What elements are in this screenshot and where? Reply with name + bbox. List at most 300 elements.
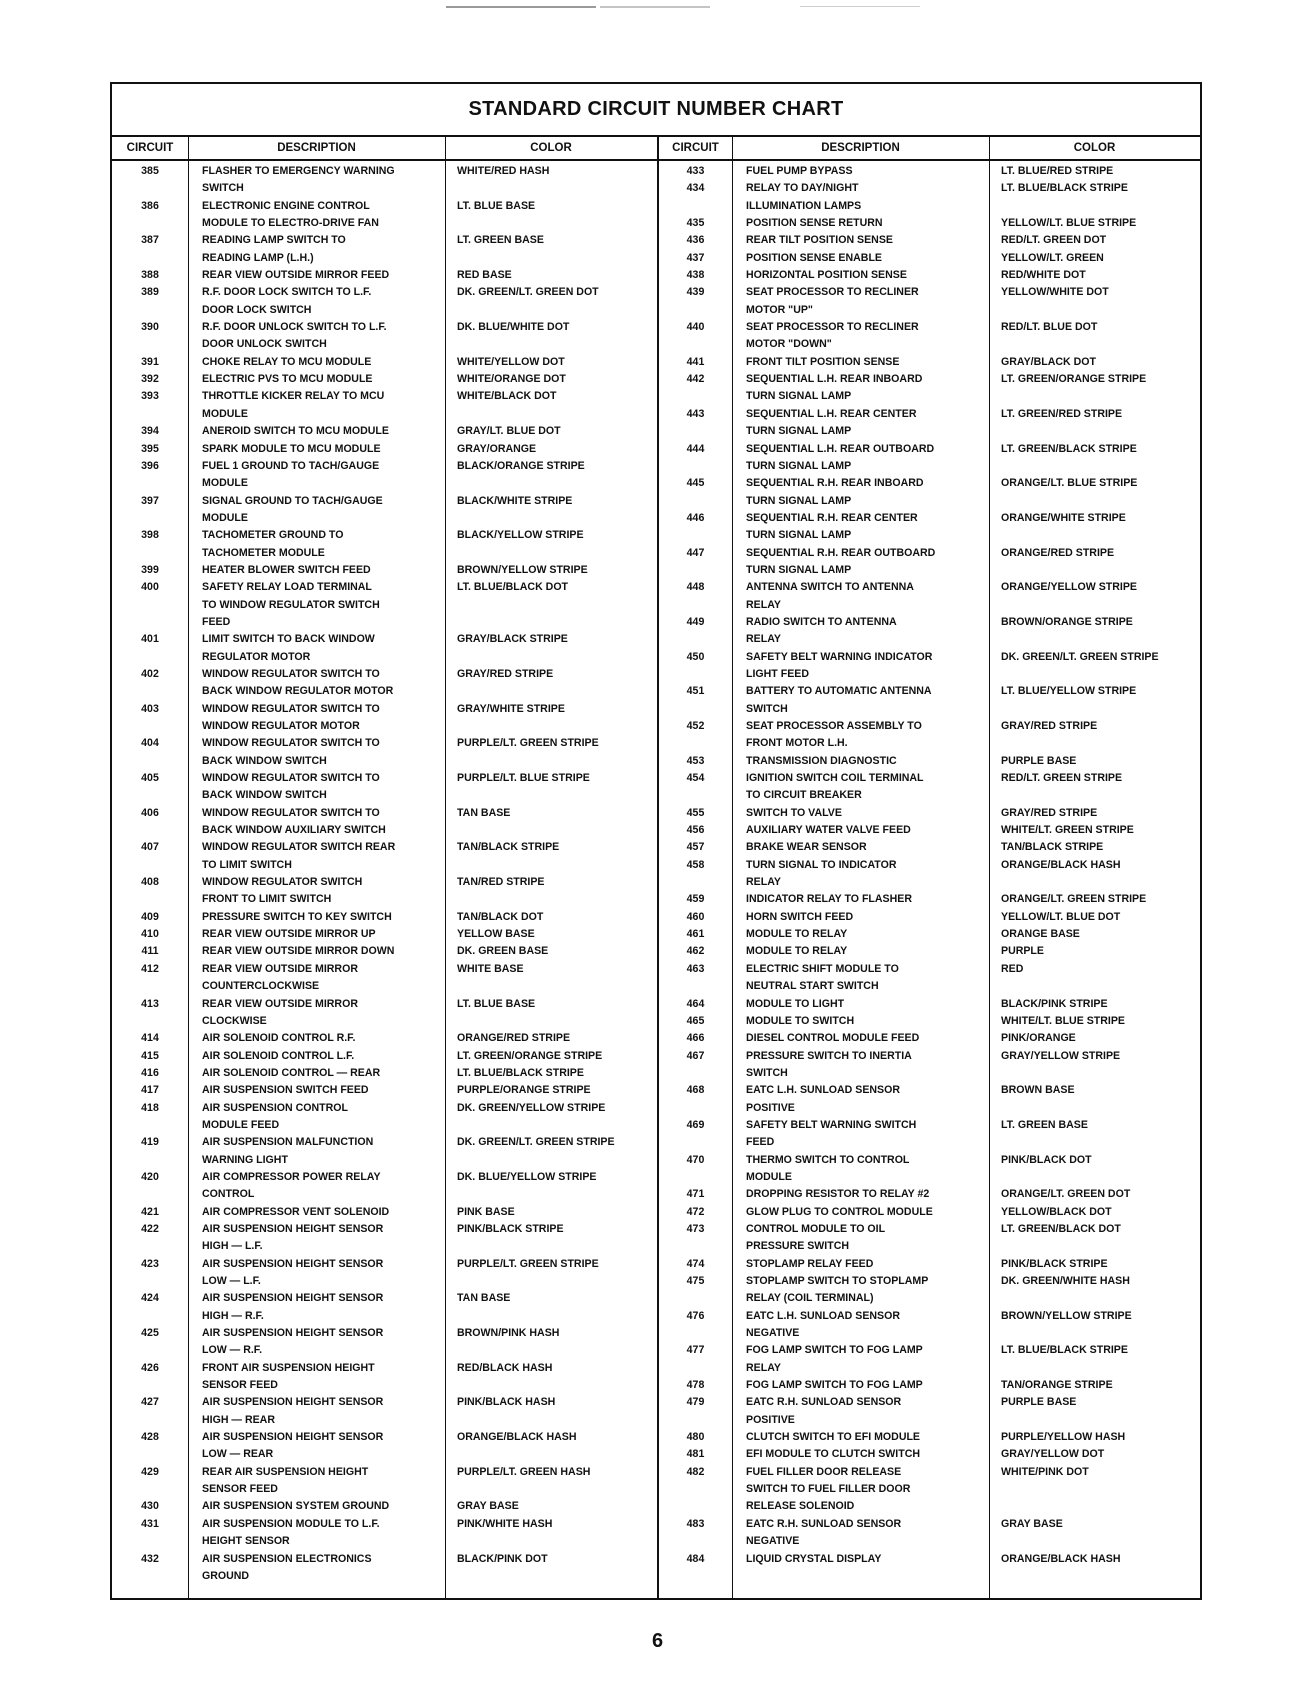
scan-artifact — [600, 6, 710, 8]
table-row — [659, 232, 1200, 249]
wire-color: RED/BLACK HASH — [457, 1361, 553, 1374]
circuit-description: WINDOW REGULATOR SWITCH TO BACK WINDOW AUXILIARY SWITCH — [202, 806, 386, 837]
wire-color: PINK/BLACK DOT — [1001, 1153, 1092, 1166]
header-description: DESCRIPTION — [821, 142, 900, 154]
wire-color: DK. GREEN/WHITE HASH — [1001, 1275, 1130, 1287]
circuit-description: BATTERY TO AUTOMATIC ANTENNA SWITCH — [746, 685, 932, 715]
wire-color: PURPLE/LT. BLUE STRIPE — [457, 772, 590, 785]
table-row — [112, 805, 657, 840]
table-row — [659, 319, 1200, 354]
circuit-description: HORIZONTAL POSITION SENSE — [746, 269, 907, 282]
table-row — [112, 1429, 657, 1464]
circuit-description: SEQUENTIAL L.H. REAR OUTBOARD TURN SIGNAL LAMP — [746, 442, 935, 472]
left-rows — [112, 161, 657, 1585]
table-row — [659, 1377, 1200, 1394]
column-divider — [989, 137, 990, 1598]
table-row — [112, 1100, 657, 1135]
wire-color: RED/WHITE DOT — [1001, 269, 1086, 282]
circuit-description: AIR SUSPENSION HEIGHT SENSOR HIGH — REAR — [202, 1396, 384, 1426]
circuit-description: REAR VIEW OUTSIDE MIRROR UP — [202, 928, 376, 941]
circuit-description: FOG LAMP SWITCH TO FOG LAMP RELAY — [746, 1344, 923, 1374]
wire-color: DK. BLUE/WHITE DOT — [457, 321, 570, 334]
wire-color: ORANGE/BLACK HASH — [1001, 1552, 1121, 1565]
circuit-number: 390 — [141, 321, 159, 334]
circuit-description: ANEROID SWITCH TO MCU MODULE — [202, 425, 389, 438]
circuit-description: AIR SUSPENSION HEIGHT SENSOR LOW — R.F. — [202, 1327, 384, 1357]
circuit-number: 459 — [686, 893, 705, 906]
circuit-description: INDICATOR RELAY TO FLASHER — [746, 893, 912, 906]
circuit-description: BRAKE WEAR SENSOR — [746, 841, 867, 854]
circuit-number: 455 — [686, 806, 705, 819]
circuit-number: 422 — [141, 1222, 159, 1235]
circuit-description: AIR SUSPENSION MALFUNCTION WARNING LIGHT — [202, 1136, 374, 1166]
circuit-description: SEQUENTIAL R.H. REAR OUTBOARD TURN SIGNAL LAMP — [746, 546, 936, 576]
circuit-description: SWITCH TO VALVE — [746, 806, 842, 819]
circuit-number: 454 — [686, 772, 705, 785]
wire-color: ORANGE/LT. GREEN DOT — [1001, 1188, 1131, 1201]
wire-color: TAN/RED STRIPE — [457, 876, 545, 889]
table-row — [659, 1273, 1200, 1308]
table-row — [112, 1082, 657, 1099]
wire-color: BROWN/YELLOW STRIPE — [457, 563, 588, 576]
table-row — [659, 1256, 1200, 1273]
circuit-description: ELECTRIC SHIFT MODULE TO NEUTRAL START SWITCH — [746, 962, 899, 993]
wire-color: GRAY/WHITE STRIPE — [457, 702, 565, 715]
circuit-number: 386 — [141, 199, 159, 212]
circuit-description: EATC L.H. SUNLOAD SENSOR POSITIVE — [746, 1084, 901, 1114]
table-row — [659, 1048, 1200, 1083]
wire-color: BROWN/ORANGE STRIPE — [1001, 615, 1133, 628]
circuit-description: HORN SWITCH FEED — [746, 910, 854, 923]
circuit-number: 477 — [686, 1344, 705, 1357]
table-row — [659, 371, 1200, 406]
table-row — [112, 631, 657, 666]
table-row — [659, 996, 1200, 1013]
circuit-number: 457 — [686, 841, 705, 854]
table-row — [659, 510, 1200, 545]
circuit-description: SEAT PROCESSOR ASSEMBLY TO FRONT MOTOR L.H. — [746, 720, 922, 750]
circuit-number: 394 — [141, 425, 159, 438]
circuit-number: 463 — [686, 962, 705, 975]
circuit-number: 419 — [141, 1136, 159, 1149]
circuit-number: 410 — [141, 928, 159, 941]
wire-color: LT. GREEN/ORANGE STRIPE — [1001, 373, 1147, 386]
table-row — [112, 388, 657, 423]
wire-color: PINK/ORANGE — [1001, 1032, 1076, 1045]
table-row — [112, 1290, 657, 1325]
circuit-number: 418 — [141, 1101, 159, 1114]
circuit-number: 400 — [141, 581, 159, 594]
wire-color: ORANGE/BLACK HASH — [457, 1431, 577, 1444]
circuit-number: 428 — [141, 1431, 159, 1444]
wire-color: LT. BLUE BASE — [457, 997, 536, 1010]
circuit-number: 456 — [686, 824, 705, 837]
table-row — [659, 805, 1200, 822]
table-row — [659, 475, 1200, 510]
circuit-number: 413 — [141, 997, 159, 1010]
wire-color: BROWN/PINK HASH — [457, 1327, 560, 1340]
wire-color: LT. BLUE BASE — [457, 199, 536, 212]
table-row — [112, 1204, 657, 1221]
circuit-number: 478 — [686, 1379, 705, 1392]
wire-color: LT. BLUE/BLACK DOT — [457, 581, 569, 594]
table-row — [659, 1013, 1200, 1030]
circuit-number: 437 — [686, 251, 705, 264]
table-header — [659, 137, 1200, 161]
wire-color: ORANGE/BLACK HASH — [1001, 858, 1121, 871]
wire-color: DK. GREEN/YELLOW STRIPE — [457, 1101, 606, 1114]
table-row — [659, 1308, 1200, 1343]
circuit-description: PRESSURE SWITCH TO KEY SWITCH — [202, 910, 392, 923]
circuit-number: 409 — [141, 910, 159, 923]
circuit-number: 385 — [141, 165, 159, 177]
circuit-number: 468 — [686, 1084, 705, 1097]
circuit-description: TURN SIGNAL TO INDICATOR RELAY — [746, 858, 897, 889]
table-row — [112, 163, 657, 198]
wire-color: TAN/BLACK DOT — [457, 910, 544, 923]
table-row — [112, 996, 657, 1031]
wire-color: WHITE/YELLOW DOT — [457, 355, 565, 368]
wire-color: LT. GREEN BASE — [457, 234, 544, 247]
wire-color: RED/LT. GREEN DOT — [1001, 234, 1107, 247]
wire-color: TAN BASE — [457, 1292, 511, 1305]
wire-color: LT. BLUE/BLACK STRIPE — [457, 1066, 584, 1079]
circuit-number: 442 — [686, 373, 705, 386]
circuit-description: WINDOW REGULATOR SWITCH REAR TO LIMIT SWITCH — [202, 841, 396, 871]
circuit-number: 464 — [686, 997, 705, 1010]
circuit-number: 425 — [141, 1327, 159, 1340]
circuit-description: AUXILIARY WATER VALVE FEED — [746, 824, 911, 837]
circuit-description: SEQUENTIAL L.H. REAR CENTER TURN SIGNAL LAMP — [746, 407, 917, 438]
circuit-number: 407 — [141, 841, 159, 854]
table-row — [659, 857, 1200, 892]
circuit-number: 471 — [686, 1188, 705, 1201]
wire-color: DK. GREEN/LT. GREEN STRIPE — [1001, 650, 1159, 663]
circuit-number: 466 — [686, 1032, 705, 1045]
circuit-number: 451 — [686, 685, 705, 698]
table-row — [112, 493, 657, 528]
wire-color: WHITE/PINK DOT — [1001, 1465, 1089, 1478]
circuit-number: 388 — [141, 269, 159, 282]
wire-color: LT. BLUE/BLACK STRIPE — [1001, 1344, 1128, 1357]
table-row — [112, 1256, 657, 1291]
table-row — [112, 943, 657, 960]
circuit-number: 430 — [141, 1500, 159, 1513]
table-row — [659, 1516, 1200, 1551]
column-divider — [445, 137, 446, 1598]
circuit-number: 484 — [686, 1552, 705, 1565]
table-row — [659, 354, 1200, 371]
table-row — [659, 406, 1200, 441]
circuit-number: 432 — [141, 1552, 159, 1565]
circuit-number: 414 — [141, 1032, 159, 1045]
circuit-description: CLUTCH SWITCH TO EFI MODULE — [746, 1431, 921, 1444]
wire-color: BLACK/PINK STRIPE — [1001, 997, 1108, 1010]
wire-color: GRAY/BLACK DOT — [1001, 355, 1096, 368]
circuit-description: LIQUID CRYSTAL DISPLAY — [746, 1552, 882, 1565]
circuit-number: 438 — [686, 269, 705, 282]
circuit-description: EFI MODULE TO CLUTCH SWITCH — [746, 1448, 921, 1461]
circuit-description: DROPPING RESISTOR TO RELAY #2 — [746, 1188, 930, 1201]
table-row — [659, 1429, 1200, 1446]
table-row — [659, 649, 1200, 684]
table-row — [112, 770, 657, 805]
wire-color: LT. GREEN/RED STRIPE — [1001, 407, 1123, 420]
wire-color: PURPLE/LT. GREEN STRIPE — [457, 737, 599, 750]
circuit-number: 426 — [141, 1361, 159, 1374]
circuit-number: 472 — [686, 1205, 705, 1218]
circuit-number: 474 — [686, 1257, 705, 1270]
wire-color: PURPLE BASE — [1001, 754, 1077, 767]
wire-color: TAN BASE — [457, 806, 511, 819]
wire-color: DK. GREEN/LT. GREEN STRIPE — [457, 1136, 615, 1149]
circuit-number: 387 — [141, 234, 159, 247]
table-row — [112, 458, 657, 493]
circuit-number: 440 — [686, 321, 705, 334]
circuit-number: 433 — [686, 165, 705, 177]
wire-color: PINK/BLACK HASH — [457, 1396, 556, 1409]
table-row — [112, 579, 657, 631]
circuit-description: CONTROL MODULE TO OIL PRESSURE SWITCH — [746, 1222, 886, 1253]
circuit-number: 436 — [686, 234, 705, 247]
wire-color: GRAY/RED STRIPE — [1001, 720, 1098, 732]
wire-color: TAN/BLACK STRIPE — [1001, 841, 1104, 854]
table-row — [112, 1325, 657, 1360]
wire-color: DK. GREEN/LT. GREEN DOT — [457, 286, 599, 299]
wire-color: GRAY/RED STRIPE — [1001, 806, 1098, 819]
circuit-number: 450 — [686, 650, 705, 663]
circuit-description: AIR SUSPENSION CONTROL MODULE FEED — [202, 1101, 348, 1131]
circuit-description: REAR VIEW OUTSIDE MIRROR COUNTERCLOCKWISE — [202, 962, 358, 993]
table-row — [659, 1446, 1200, 1463]
table-row — [112, 839, 657, 874]
circuit-description: FOG LAMP SWITCH TO FOG LAMP — [746, 1379, 923, 1392]
table-row — [659, 1152, 1200, 1187]
circuit-number: 439 — [686, 286, 705, 299]
circuit-description: ANTENNA SWITCH TO ANTENNA RELAY — [746, 581, 914, 611]
table-row — [659, 215, 1200, 232]
chart-title: STANDARD CIRCUIT NUMBER CHART — [112, 84, 1200, 137]
circuit-number: 469 — [686, 1118, 705, 1131]
circuit-description: SEQUENTIAL R.H. REAR INBOARD TURN SIGNAL LAMP — [746, 477, 924, 507]
circuit-number: 402 — [141, 667, 159, 680]
circuit-description: FUEL PUMP BYPASS — [746, 165, 853, 177]
wire-color: GRAY BASE — [1001, 1517, 1063, 1530]
wire-color: LT. BLUE/RED STRIPE — [1001, 165, 1114, 177]
wire-color: PURPLE/LT. GREEN STRIPE — [457, 1257, 599, 1270]
table-row — [112, 909, 657, 926]
wire-color: GRAY/RED STRIPE — [457, 667, 554, 680]
table-row — [112, 1394, 657, 1429]
circuit-number: 441 — [686, 355, 705, 368]
circuit-description: FRONT TILT POSITION SENSE — [746, 355, 900, 368]
wire-color: LT. GREEN/BLACK DOT — [1001, 1222, 1121, 1235]
circuit-description: FUEL 1 GROUND TO TACH/GAUGE MODULE — [202, 459, 380, 490]
circuit-number: 476 — [686, 1309, 705, 1322]
circuit-number: 392 — [141, 373, 159, 386]
wire-color: ORANGE BASE — [1001, 928, 1080, 941]
wire-color: GRAY BASE — [457, 1500, 519, 1513]
circuit-number: 403 — [141, 702, 159, 715]
circuit-description: SAFETY BELT WARNING SWITCH FEED — [746, 1118, 917, 1149]
circuit-number: 405 — [141, 772, 159, 785]
wire-color: PINK/BLACK STRIPE — [1001, 1257, 1108, 1270]
table-row — [112, 1360, 657, 1395]
header-description: DESCRIPTION — [277, 142, 356, 154]
circuit-description: AIR SUSPENSION SWITCH FEED — [202, 1084, 369, 1097]
circuit-description: REAR VIEW OUTSIDE MIRROR FEED — [202, 269, 390, 282]
wire-color: RED/LT. BLUE DOT — [1001, 321, 1098, 334]
wire-color: BLACK/YELLOW STRIPE — [457, 529, 584, 542]
circuit-number: 460 — [686, 910, 705, 923]
table-row — [659, 545, 1200, 580]
circuit-description: SEQUENTIAL R.H. REAR CENTER TURN SIGNAL LAMP — [746, 511, 918, 542]
wire-color: PURPLE — [1001, 945, 1044, 958]
table-row — [659, 718, 1200, 753]
circuit-description: SEAT PROCESSOR TO RECLINER MOTOR "UP" — [746, 286, 919, 316]
wire-color: PURPLE/LT. GREEN HASH — [457, 1465, 591, 1478]
table-row — [659, 1551, 1200, 1568]
circuit-description: EATC L.H. SUNLOAD SENSOR NEGATIVE — [746, 1309, 901, 1340]
wire-color: YELLOW/LT. GREEN — [1001, 251, 1104, 264]
table-row — [659, 926, 1200, 943]
table-row — [112, 1551, 657, 1586]
circuit-number: 444 — [686, 442, 705, 455]
circuit-description: WINDOW REGULATOR SWITCH TO WINDOW REGULATOR MOTOR — [202, 702, 380, 732]
table-row — [112, 1221, 657, 1256]
circuit-number: 415 — [141, 1049, 159, 1062]
circuit-description: CHOKE RELAY TO MCU MODULE — [202, 355, 372, 368]
wire-color: RED/LT. GREEN STRIPE — [1001, 772, 1123, 785]
wire-color: GRAY/YELLOW DOT — [1001, 1448, 1105, 1461]
table-row — [659, 180, 1200, 215]
table-row — [659, 822, 1200, 839]
table-row — [112, 198, 657, 233]
left-table — [112, 137, 659, 1598]
wire-color: WHITE/LT. BLUE STRIPE — [1001, 1014, 1125, 1027]
circuit-description: SEQUENTIAL L.H. REAR INBOARD TURN SIGNAL LAMP — [746, 373, 923, 403]
circuit-description: WINDOW REGULATOR SWITCH TO BACK WINDOW SWITCH — [202, 737, 380, 767]
circuit-description: SAFETY RELAY LOAD TERMINAL TO WINDOW REGULATOR SWITCH FEED — [202, 581, 380, 628]
circuit-description: DIESEL CONTROL MODULE FEED — [746, 1032, 920, 1045]
circuit-description: MODULE TO SWITCH — [746, 1014, 855, 1027]
table-row — [112, 1169, 657, 1204]
circuit-number: 434 — [686, 182, 705, 195]
header-circuit: CIRCUIT — [672, 142, 719, 154]
table-row — [659, 579, 1200, 614]
circuit-number: 475 — [686, 1275, 705, 1287]
circuit-description: MODULE TO LIGHT — [746, 997, 845, 1010]
circuit-description: AIR SUSPENSION SYSTEM GROUND — [202, 1500, 390, 1513]
circuit-number: 391 — [141, 355, 159, 368]
circuit-number: 461 — [686, 928, 705, 941]
circuit-number: 399 — [141, 563, 159, 576]
circuit-number: 424 — [141, 1292, 159, 1305]
circuit-description: MODULE TO RELAY — [746, 928, 848, 941]
wire-color: PURPLE/ORANGE STRIPE — [457, 1084, 591, 1097]
table-row — [659, 891, 1200, 908]
right-table — [659, 137, 1200, 1598]
circuit-number: 408 — [141, 876, 159, 889]
circuit-description: PRESSURE SWITCH TO INERTIA SWITCH — [746, 1049, 912, 1079]
table-row — [659, 1117, 1200, 1152]
table-row — [112, 441, 657, 458]
chart-body — [112, 137, 1200, 1598]
circuit-number: 431 — [141, 1517, 159, 1530]
wire-color: BROWN BASE — [1001, 1084, 1075, 1097]
wire-color: GRAY/LT. BLUE DOT — [457, 425, 561, 438]
table-header — [112, 137, 657, 161]
right-rows — [659, 161, 1200, 1568]
table-row — [112, 1030, 657, 1047]
circuit-description: AIR SUSPENSION MODULE TO L.F. HEIGHT SENSOR — [202, 1517, 380, 1548]
circuit-number: 480 — [686, 1431, 705, 1444]
wire-color: LT. BLUE/YELLOW STRIPE — [1001, 685, 1137, 698]
table-row — [112, 735, 657, 770]
circuit-description: AIR SUSPENSION HEIGHT SENSOR HIGH — L.F. — [202, 1222, 384, 1253]
wire-color: YELLOW/BLACK DOT — [1001, 1205, 1112, 1218]
table-row — [112, 284, 657, 319]
column-divider — [188, 137, 189, 1598]
table-row — [659, 943, 1200, 960]
wire-color: ORANGE/YELLOW STRIPE — [1001, 581, 1137, 594]
wire-color: ORANGE/LT. BLUE STRIPE — [1001, 477, 1138, 490]
header-color: COLOR — [1073, 142, 1116, 154]
circuit-number: 473 — [686, 1222, 705, 1235]
circuit-number: 448 — [686, 581, 705, 594]
wire-color: LT. BLUE/BLACK STRIPE — [1001, 182, 1128, 195]
circuit-number: 435 — [686, 217, 705, 230]
circuit-number: 453 — [686, 754, 705, 767]
circuit-description: THROTTLE KICKER RELAY TO MCU MODULE — [202, 390, 385, 420]
wire-color: PURPLE/YELLOW HASH — [1001, 1431, 1126, 1444]
table-row — [112, 961, 657, 996]
header-circuit: CIRCUIT — [126, 142, 174, 154]
circuit-description: AIR SUSPENSION HEIGHT SENSOR LOW — REAR — [202, 1431, 384, 1461]
table-row — [112, 701, 657, 736]
circuit-number: 396 — [141, 459, 159, 472]
column-divider — [732, 137, 733, 1598]
circuit-number: 458 — [686, 858, 705, 871]
circuit-number: 389 — [141, 286, 159, 299]
wire-color: PURPLE BASE — [1001, 1396, 1077, 1409]
table-row — [659, 267, 1200, 284]
circuit-description: FRONT AIR SUSPENSION HEIGHT SENSOR FEED — [202, 1361, 375, 1392]
table-row — [112, 354, 657, 371]
circuit-description: AIR SOLENOID CONTROL R.F. — [202, 1032, 356, 1045]
table-row — [659, 163, 1200, 180]
wire-color: BLACK/WHITE STRIPE — [457, 494, 573, 507]
wire-color: RED — [1001, 962, 1024, 975]
table-row — [112, 1065, 657, 1082]
table-row — [659, 1082, 1200, 1117]
circuit-number: 479 — [686, 1396, 705, 1409]
table-row — [659, 1204, 1200, 1221]
table-row — [112, 1048, 657, 1065]
wire-color: PINK/WHITE HASH — [457, 1517, 553, 1530]
circuit-description: REAR AIR SUSPENSION HEIGHT SENSOR FEED — [202, 1465, 369, 1496]
wire-color: WHITE/ORANGE DOT — [457, 373, 566, 386]
circuit-description: AIR SUSPENSION HEIGHT SENSOR LOW — L.F. — [202, 1257, 384, 1287]
circuit-number: 412 — [141, 962, 159, 975]
table-row — [659, 284, 1200, 319]
circuit-description: SAFETY BELT WARNING INDICATOR LIGHT FEED — [746, 650, 933, 680]
table-row — [659, 839, 1200, 856]
wire-color: YELLOW/LT. BLUE STRIPE — [1001, 217, 1137, 230]
circuit-number: 401 — [141, 633, 159, 646]
circuit-number: 393 — [141, 390, 159, 403]
circuit-description: AIR COMPRESSOR POWER RELAY CONTROL — [202, 1170, 381, 1201]
